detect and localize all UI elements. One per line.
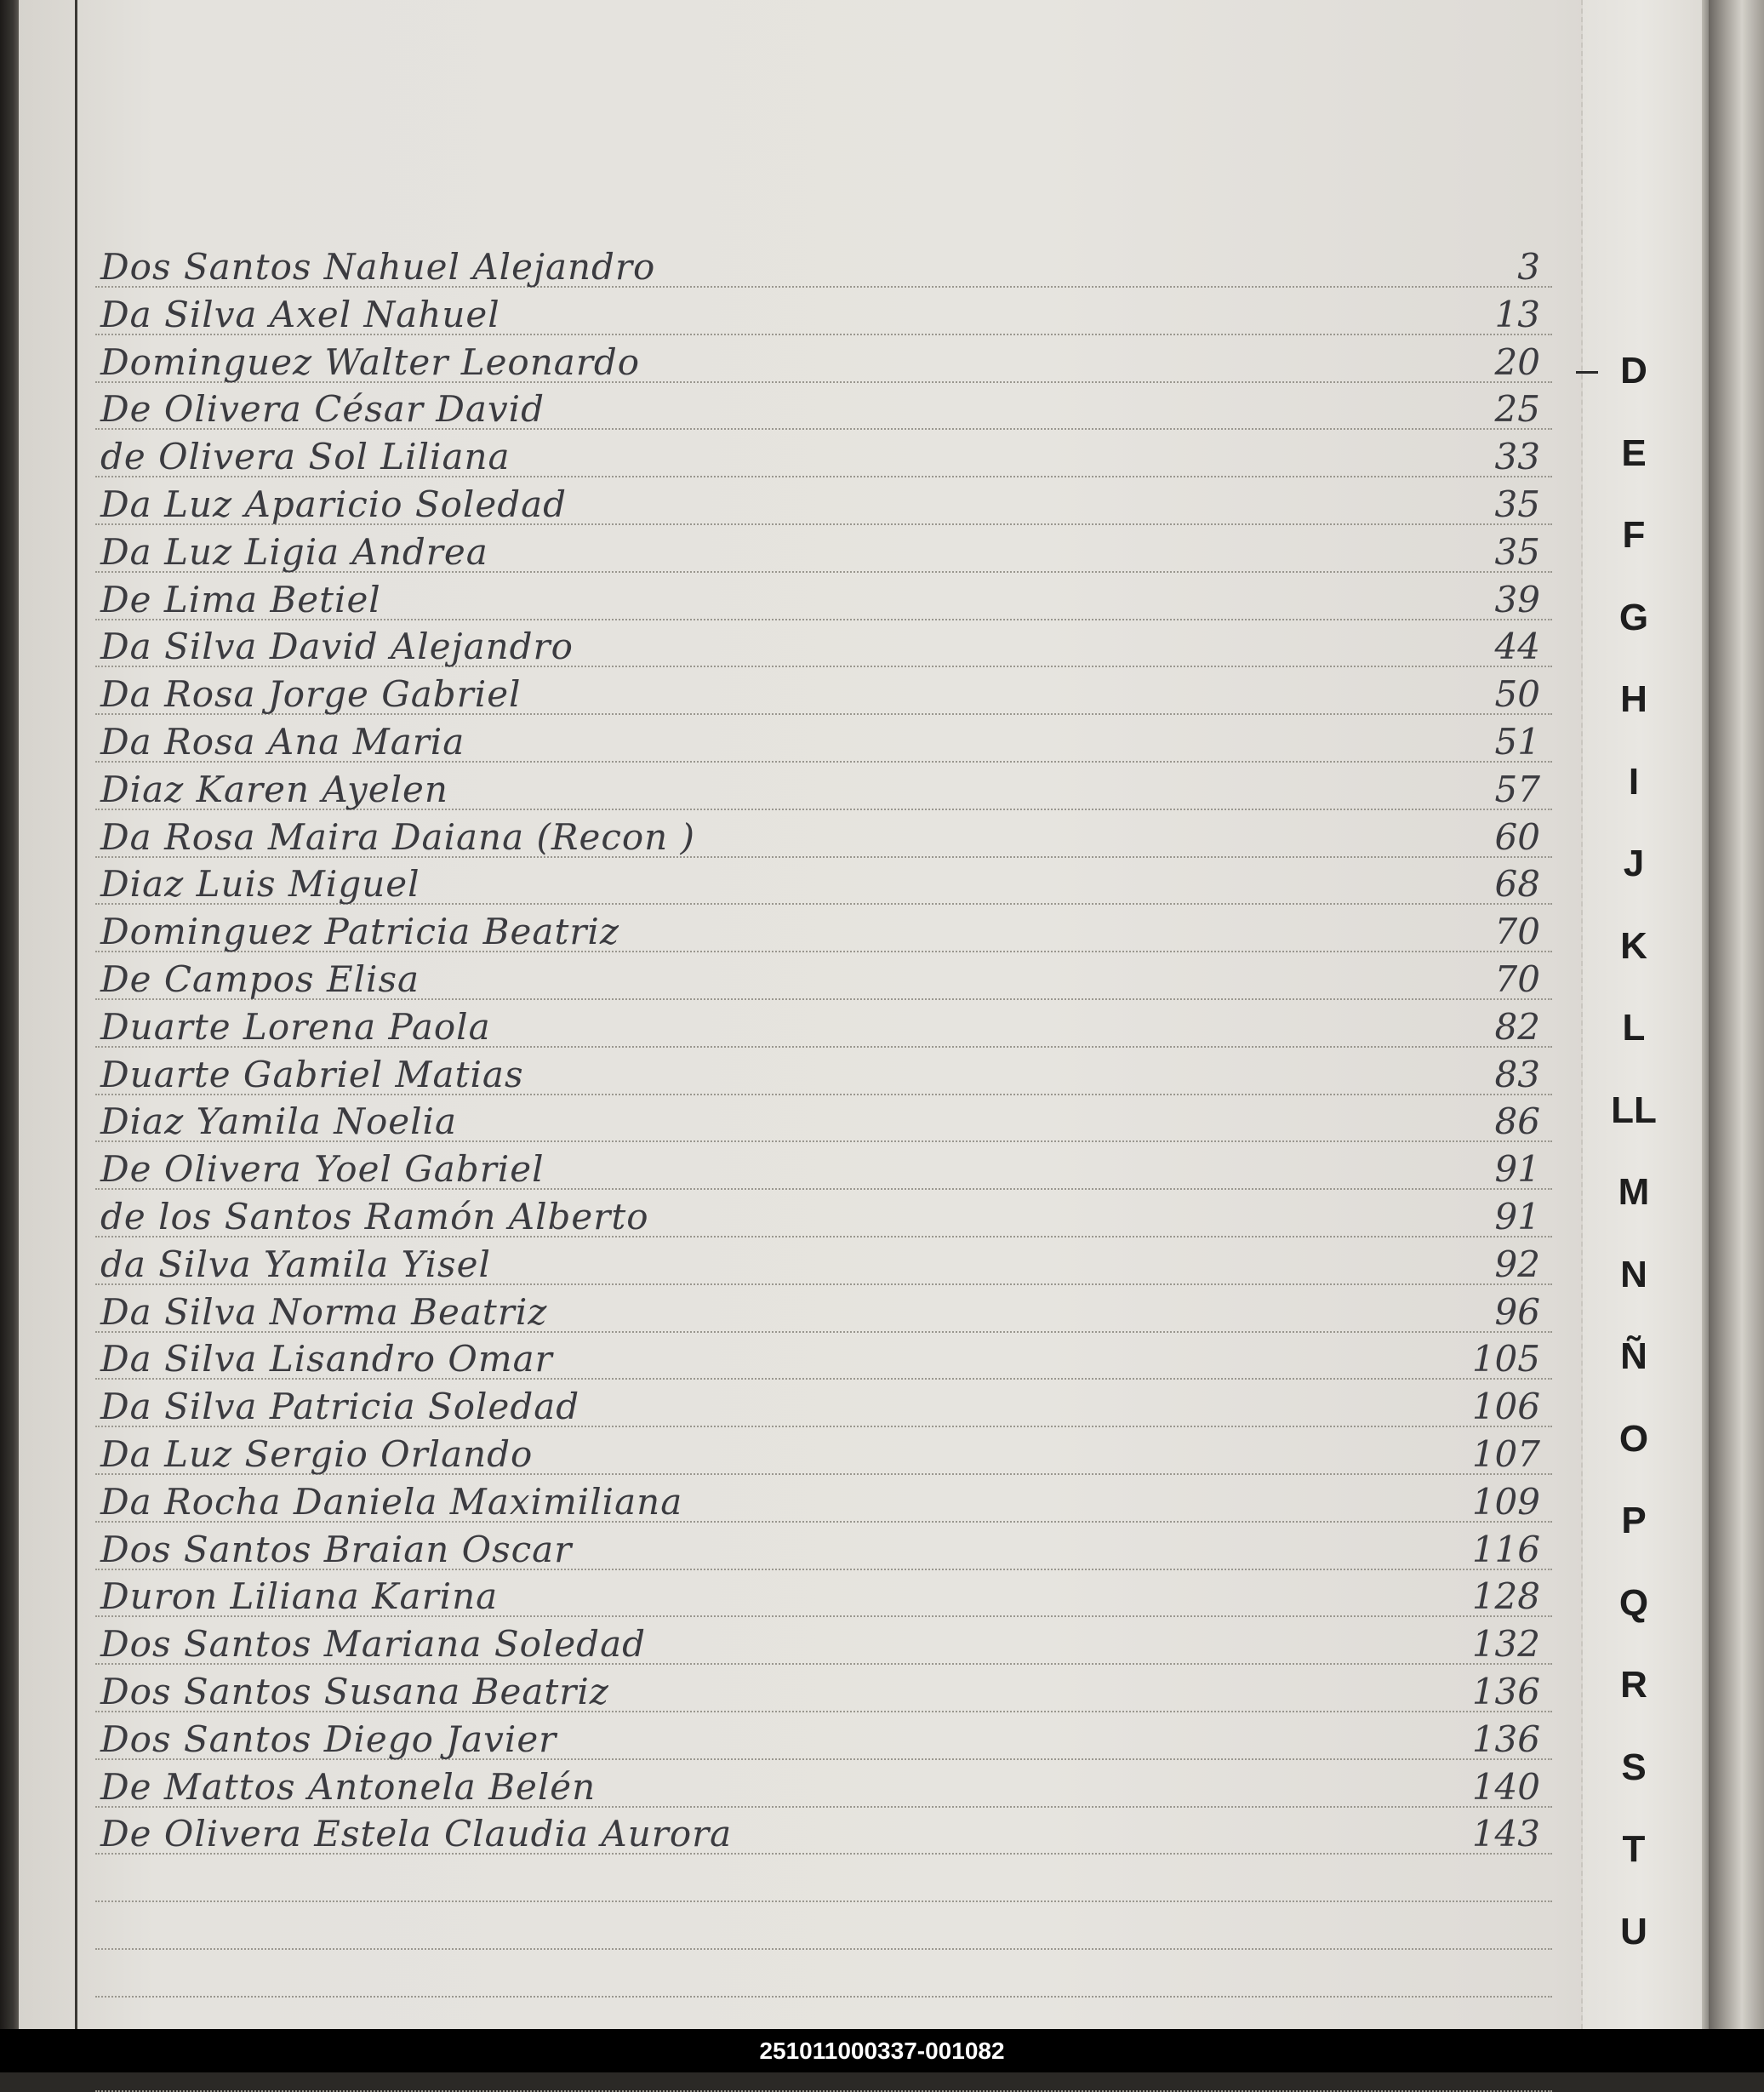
footer-id: 251011000337-001082 [0, 2029, 1764, 2072]
index-tab-ll[interactable]: LL [1611, 1089, 1657, 1131]
book-left-edge [0, 0, 19, 2029]
entry-name: De Mattos Antonela Belén [100, 1766, 597, 1808]
index-tab-h[interactable]: H [1620, 678, 1647, 720]
ruled-line [95, 1901, 1552, 1902]
entry-page-number: 92 [1494, 1243, 1540, 1285]
entry-name: De Olivera Yoel Gabriel [100, 1148, 545, 1190]
index-tab-e[interactable]: E [1621, 432, 1647, 474]
entry-name: Diaz Karen Ayelen [100, 769, 448, 810]
entry-name: Dominguez Walter Leonardo [100, 341, 641, 383]
index-tab-q[interactable]: Q [1618, 1582, 1649, 1624]
entry-name: Diaz Yamila Noelia [100, 1100, 458, 1142]
entry-name: Da Luz Ligia Andrea [100, 531, 488, 573]
index-tab-f[interactable]: F [1622, 514, 1646, 556]
entry-name: Da Silva Lisandro Omar [100, 1338, 553, 1380]
index-tab-n[interactable]: N [1620, 1254, 1647, 1295]
entry-name: Dos Santos Nahuel Alejandro [100, 246, 656, 288]
index-tab-u[interactable]: U [1620, 1911, 1647, 1952]
entry-page-number: 82 [1494, 1006, 1540, 1048]
entry-page-number: 140 [1471, 1766, 1540, 1808]
entry-page-number: 57 [1494, 769, 1540, 810]
entry-page-number: 128 [1471, 1575, 1540, 1617]
entry-name: da Silva Yamila Yisel [100, 1243, 491, 1285]
index-tab-ñ[interactable]: Ñ [1620, 1335, 1647, 1377]
entry-name: Duarte Lorena Paola [100, 1006, 491, 1048]
page-edge [1709, 0, 1764, 2029]
entry-page-number: 109 [1471, 1481, 1540, 1523]
ruled-line [95, 1996, 1552, 1998]
entry-name: Da Silva David Alejandro [100, 626, 574, 667]
entry-name: Da Rosa Maira Daiana (Recon ) [100, 816, 695, 858]
entry-name: Dominguez Patricia Beatriz [100, 911, 619, 952]
margin-line [75, 0, 77, 2029]
entry-name: Duron Liliana Karina [100, 1575, 499, 1617]
entry-name: Da Silva Axel Nahuel [100, 294, 500, 335]
index-tab-r[interactable]: R [1620, 1664, 1647, 1706]
index-tab-s[interactable]: S [1621, 1746, 1647, 1788]
entry-name: Da Luz Sergio Orlando [100, 1433, 534, 1475]
index-tab-l[interactable]: L [1622, 1007, 1646, 1049]
entry-page-number: 25 [1494, 388, 1540, 430]
entry-page-number: 35 [1494, 483, 1540, 525]
entry-page-number: 91 [1494, 1148, 1540, 1190]
entry-name: Dos Santos Braian Oscar [100, 1529, 573, 1570]
entry-page-number: 60 [1494, 816, 1540, 858]
entry-page-number: 136 [1471, 1718, 1540, 1760]
entry-page-number: 68 [1494, 863, 1540, 905]
entry-page-number: 143 [1471, 1813, 1540, 1855]
index-tab-j[interactable]: J [1623, 843, 1645, 884]
entry-page-number: 86 [1494, 1100, 1540, 1142]
entry-page-number: 35 [1494, 531, 1540, 573]
entry-name: De Campos Elisa [100, 958, 420, 1000]
entry-name: Duarte Gabriel Matias [100, 1054, 524, 1095]
entry-page-number: 132 [1471, 1623, 1540, 1665]
entry-name: Dos Santos Diego Javier [100, 1718, 557, 1760]
entry-name: De Olivera César David [100, 388, 545, 430]
entry-name: Diaz Luis Miguel [100, 863, 420, 905]
entry-page-number: 70 [1494, 911, 1540, 952]
entry-page-number: 39 [1494, 579, 1540, 620]
index-tab-g[interactable]: G [1618, 597, 1649, 638]
index-tab-p[interactable]: P [1621, 1500, 1647, 1541]
entry-page-number: 105 [1471, 1338, 1540, 1380]
entry-page-number: 83 [1494, 1054, 1540, 1095]
entry-name: Da Rocha Daniela Maximiliana [100, 1481, 683, 1523]
ruled-line [95, 1948, 1552, 1950]
tab-divider [1702, 0, 1709, 2029]
entry-name: De Olivera Estela Claudia Aurora [100, 1813, 733, 1855]
entry-name: Dos Santos Susana Beatriz [100, 1671, 609, 1712]
entry-name: Da Rosa Ana Maria [100, 721, 465, 763]
entry-page-number: 106 [1471, 1386, 1540, 1427]
index-tab-m[interactable]: M [1618, 1171, 1650, 1213]
entry-name: de los Santos Ramón Alberto [100, 1196, 649, 1237]
active-tab-marker [1576, 371, 1598, 374]
entry-page-number: 13 [1494, 294, 1540, 335]
entry-page-number: 96 [1494, 1291, 1540, 1333]
index-tab-k[interactable]: K [1620, 925, 1647, 967]
entry-page-number: 91 [1494, 1196, 1540, 1237]
index-tab-d[interactable]: D [1620, 350, 1647, 392]
index-tab-i[interactable]: I [1628, 761, 1640, 803]
entry-page-number: 33 [1494, 436, 1540, 477]
entry-name: Da Silva Patricia Soledad [100, 1386, 580, 1427]
entry-name: Da Rosa Jorge Gabriel [100, 673, 522, 715]
index-tab-o[interactable]: O [1618, 1418, 1649, 1460]
entry-page-number: 3 [1517, 246, 1540, 288]
entry-page-number: 20 [1494, 341, 1540, 383]
entry-page-number: 70 [1494, 958, 1540, 1000]
entry-name: Da Luz Aparicio Soledad [100, 483, 567, 525]
entry-page-number: 116 [1471, 1529, 1540, 1570]
entry-page-number: 44 [1494, 626, 1540, 667]
entry-page-number: 136 [1471, 1671, 1540, 1712]
entry-page-number: 107 [1471, 1433, 1540, 1475]
entry-page-number: 51 [1494, 721, 1540, 763]
entry-name: Da Silva Norma Beatriz [100, 1291, 548, 1333]
entry-page-number: 50 [1494, 673, 1540, 715]
entry-name: de Olivera Sol Liliana [100, 436, 511, 477]
entry-name: De Lima Betiel [100, 579, 381, 620]
entry-name: Dos Santos Mariana Soledad [100, 1623, 646, 1665]
index-tab-t[interactable]: T [1622, 1828, 1646, 1870]
